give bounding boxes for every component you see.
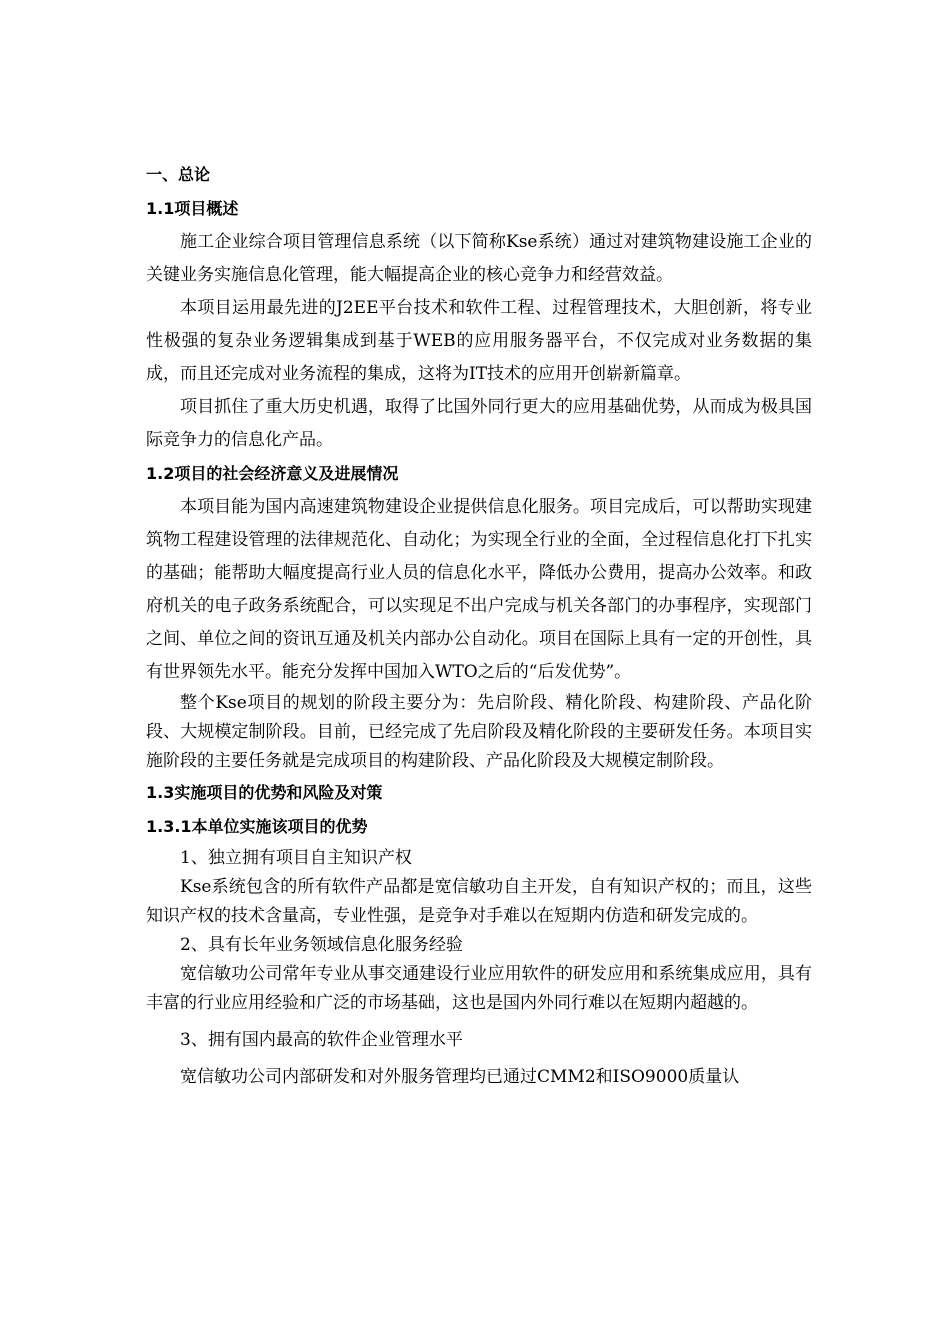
heading-1-3-1-advantages: 1.3.1本单位实施该项目的优势 <box>146 817 368 836</box>
heading-1-2-significance: 1.2项目的社会经济意义及进展情况 <box>146 464 399 483</box>
paragraph-significance-1: 本项目能为国内高速建筑物建设企业提供信息化服务。项目完成后，可以帮助实现建筑物工程建设管理的法律规范化、自动化；为实现全行业的全面，全过程信息化打下扎实的基础；能帮助大幅度提高行业人员的信息化水平，降低办公费用，提高办公效率。和政府机关的电子政务系统配合，可以实现足不出户完成与机关各部门的办事程序，实现部门之间、单位之间的资讯互通及机关内部办公自动化。项目在国际上具有一定的开创性，具有世界领先水平。能充分发挥中国加入WTO之后的“后发优势”。 <box>146 497 812 682</box>
paragraph-overview-3: 项目抓住了重大历史机遇，取得了比国外同行更大的应用基础优势，从而成为极具国际竞争力的信息化产品。 <box>146 397 812 450</box>
heading-general: 一、总论 <box>146 165 211 184</box>
advantage-2-title: 2、具有长年业务领域信息化服务经验 <box>180 935 463 955</box>
advantage-2-text: 宽信敏功公司常年专业从事交通建设行业应用软件的研发应用和系统集成应用，具有丰富的行业应用经验和广泛的市场基础，这也是国内外同行难以在短期内超越的。 <box>146 964 812 1013</box>
paragraph-significance-2: 整个Kse项目的规划的阶段主要分为：先启阶段、精化阶段、构建阶段、产品化阶段、大规模定制阶段。目前，已经完成了先启阶段及精化阶段的主要研发任务。本项目实施阶段的主要任务就是完成项目的构建阶段、产品化阶段及大规模定制阶段。 <box>146 693 812 771</box>
document-page <box>146 158 812 1092</box>
paragraph-overview-1: 施工企业综合项目管理信息系统（以下简称Kse系统）通过对建筑物建设施工企业的关键业务实施信息化管理，能大幅提高企业的核心竞争力和经营效益。 <box>146 232 812 285</box>
advantage-1-title: 1、独立拥有项目自主知识产权 <box>180 848 412 868</box>
advantage-1-text: Kse系统包含的所有软件产品都是宽信敏功自主开发，自有知识产权的；而且，这些知识产权的技术含量高，专业性强，是竞争对手难以在短期内仿造和研发完成的。 <box>146 877 812 926</box>
paragraph-overview-2: 本项目运用最先进的J2EE平台技术和软件工程、过程管理技术，大胆创新，将专业性极强的复杂业务逻辑集成到基于WEB的应用服务器平台，不仅完成对业务数据的集成，而且还完成对业务流程的集成，这将为IT技术的应用开创崭新篇章。 <box>146 298 812 384</box>
advantage-3-text: 宽信敏功公司内部研发和对外服务管理均已通过CMM2和ISO9000质量认 <box>180 1067 740 1087</box>
advantage-3-title: 3、拥有国内最高的软件企业管理水平 <box>180 1030 463 1050</box>
heading-1-3-advantages-risks: 1.3实施项目的优势和风险及对策 <box>146 783 383 802</box>
heading-1-1-overview: 1.1项目概述 <box>146 199 239 218</box>
